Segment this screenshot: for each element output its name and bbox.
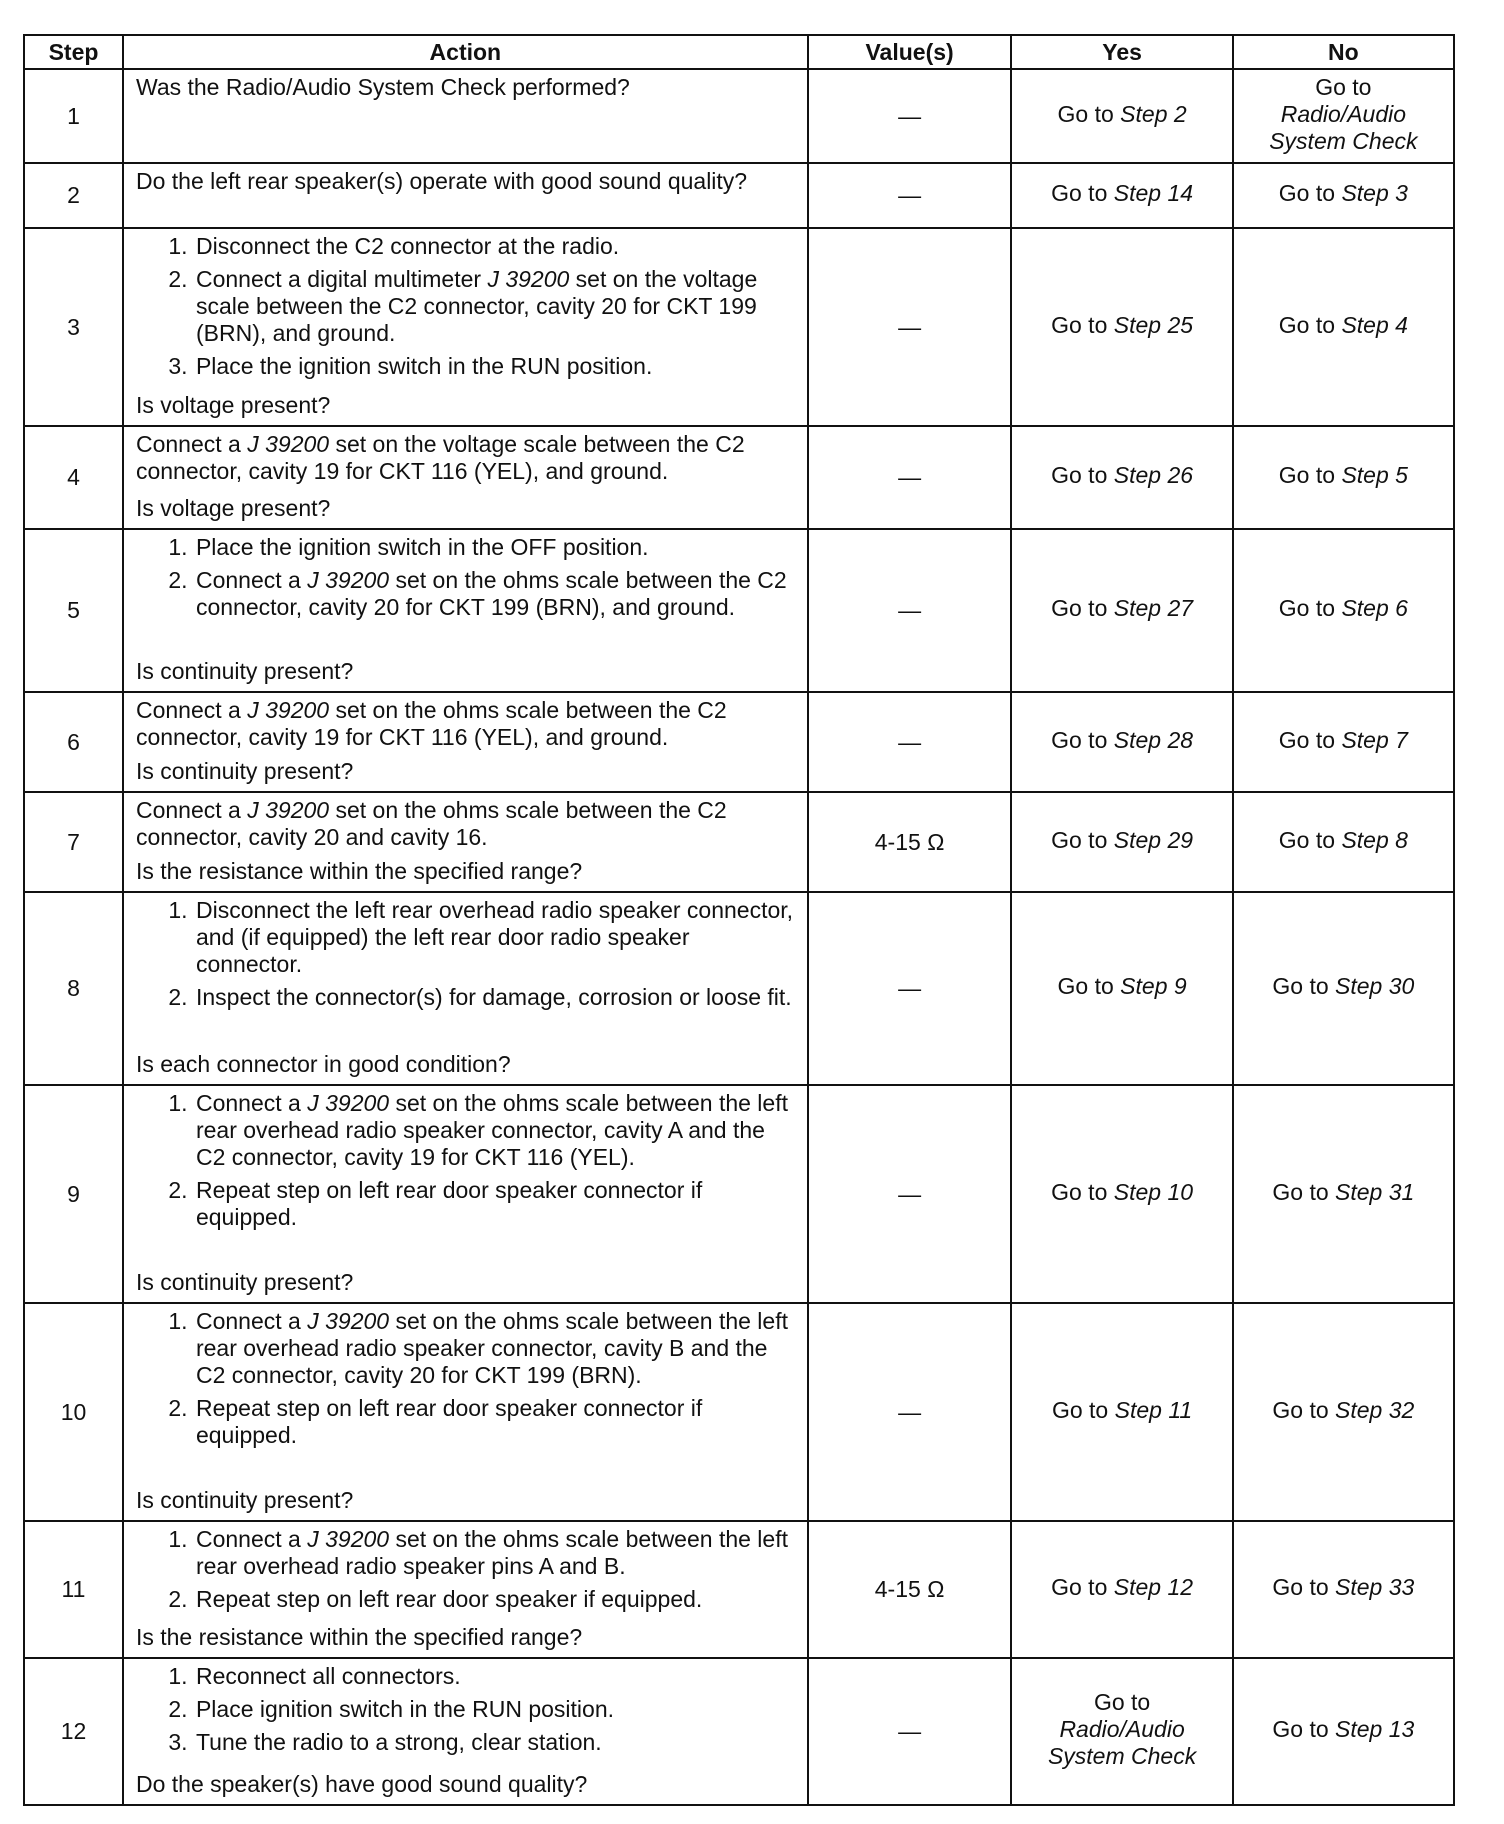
action-question: Do the speaker(s) have good sound quality? (135, 1771, 588, 1797)
yes-result-cell (1011, 228, 1232, 426)
goto-target: Radio/Audio (1280, 100, 1407, 127)
action-paragraph-text: set on the ohms scale between the C2 connector, cavity 19 for CKT 116 (YEL), and ground. (135, 697, 727, 750)
goto-prefix: Go to (1278, 311, 1342, 338)
action-content (136, 697, 797, 785)
value-cell: — (808, 69, 1012, 163)
step-number: 1 (24, 69, 123, 163)
goto-prefix: Go to (1278, 462, 1342, 488)
action-paragraph (136, 431, 797, 485)
action-step-text: Connect a digital multimeter (195, 266, 488, 292)
goto-yes-link[interactable] (1052, 1397, 1192, 1423)
goto-prefix: Go to (1278, 180, 1342, 206)
goto-prefix: Go to (1051, 826, 1114, 853)
action-step-item (194, 567, 797, 621)
yes-result-cell (1011, 69, 1232, 163)
action-question: Is continuity present? (135, 1269, 354, 1295)
table-row (24, 692, 1454, 792)
action-step-item (194, 897, 797, 978)
table-row (24, 228, 1454, 426)
goto-prefix: Go to (1272, 1396, 1336, 1423)
action-question: Is voltage present? (135, 495, 331, 521)
action-steps-list (136, 897, 797, 1011)
action-steps-list (136, 1526, 797, 1613)
no-result-cell (1233, 1085, 1454, 1303)
yes-result-cell (1011, 1085, 1232, 1303)
action-question: Is the resistance within the specified range? (135, 1624, 583, 1650)
table-row (24, 69, 1454, 163)
action-content (136, 1663, 797, 1798)
action-step-text: set on the ohms scale between the left rear overhead radio speaker connector, cavity A and the C2 connector, cavity 19 for CKT 116 (YEL). (195, 1090, 788, 1170)
action-instructions (136, 697, 797, 751)
action-step-text: Tune the radio to a strong, clear station. (195, 1729, 602, 1755)
goto-yes-link[interactable] (1051, 312, 1193, 338)
step-number: 3 (24, 228, 123, 426)
action-content (136, 897, 797, 1078)
value-cell: — (808, 692, 1012, 792)
goto-target: Step 31 (1335, 1178, 1415, 1205)
action-steps-list (136, 1308, 797, 1449)
action-cell (123, 792, 808, 892)
action-cell (123, 529, 808, 692)
goto-prefix: Go to (1057, 100, 1121, 127)
action-step-item (194, 1090, 797, 1171)
action-paragraph-text: Do the left rear speaker(s) operate with good sound quality? (135, 168, 748, 194)
action-question: Is each connector in good condition? (135, 1051, 511, 1077)
goto-target: Radio/Audio (1059, 1716, 1185, 1742)
goto-target: Step 12 (1113, 1574, 1194, 1600)
action-cell (123, 163, 808, 228)
step-number: 12 (24, 1658, 123, 1805)
table-row (24, 529, 1454, 692)
action-steps-list (136, 233, 797, 380)
action-content (136, 1308, 797, 1514)
action-question: Is continuity present? (135, 658, 354, 684)
action-cell (123, 228, 808, 426)
action-cell (123, 1521, 808, 1658)
action-step-text: Repeat step on left rear door speaker if equipped. (195, 1586, 703, 1612)
goto-no-link[interactable] (1272, 1574, 1414, 1600)
goto-prefix: Go to (1272, 973, 1336, 999)
header-value: Value(s) (808, 35, 1012, 69)
value-cell: — (808, 228, 1012, 426)
action-step-text: Reconnect all connectors. (195, 1663, 461, 1689)
goto-yes-link[interactable] (1051, 1574, 1193, 1600)
action-question: Is voltage present? (135, 392, 331, 418)
yes-result-cell (1011, 1521, 1232, 1658)
action-step-text: Repeat step on left rear door speaker connector if equipped. (195, 1177, 703, 1230)
header-no: No (1233, 35, 1454, 69)
action-instructions (136, 534, 797, 627)
action-step-item (194, 534, 797, 561)
action-step-text: set on the ohms scale between the left rear overhead radio speaker pins A and B. (195, 1526, 788, 1579)
goto-yes-link[interactable] (1051, 827, 1193, 853)
action-step-text: Place the ignition switch in the OFF position. (195, 534, 649, 560)
yes-result-cell (1011, 426, 1232, 529)
value-cell: — (808, 1658, 1012, 1805)
action-cell (123, 1658, 808, 1805)
diagnostic-table (23, 34, 1455, 1806)
tool-reference: J 39200 (307, 1526, 390, 1552)
goto-no-link[interactable] (1279, 827, 1408, 853)
goto-target: System Check (1047, 1743, 1197, 1769)
action-step-item (194, 984, 797, 1011)
action-instructions (136, 797, 797, 851)
goto-no-link[interactable] (1279, 312, 1408, 338)
no-result-cell (1233, 228, 1454, 426)
value-cell: 4-15 Ω (808, 792, 1012, 892)
yes-result-cell (1011, 1303, 1232, 1521)
goto-prefix: Go to (1315, 73, 1372, 100)
no-result-cell (1233, 692, 1454, 792)
action-step-text: Inspect the connector(s) for damage, corrosion or loose fit. (195, 984, 792, 1010)
goto-target: Step 4 (1341, 311, 1408, 338)
yes-result-cell (1011, 792, 1232, 892)
goto-target: Step 6 (1341, 595, 1408, 621)
header-step: Step (24, 35, 123, 69)
tool-reference: J 39200 (307, 567, 390, 593)
table-row (24, 1303, 1454, 1521)
goto-target: Step 26 (1113, 462, 1194, 488)
action-content (136, 431, 797, 522)
goto-no-link[interactable] (1279, 180, 1408, 206)
goto-prefix: Go to (1051, 1178, 1114, 1205)
action-question: Is continuity present? (135, 1487, 354, 1513)
no-result-cell (1233, 1303, 1454, 1521)
step-number: 4 (24, 426, 123, 529)
action-step-text: set on the ohms scale between the left rear overhead radio speaker connector, cavity B and the C2 connector, cavity 20 for CKT 199 (BRN). (195, 1308, 788, 1388)
value-cell: — (808, 892, 1012, 1085)
tool-reference: J 39200 (247, 797, 330, 823)
action-step-text: Repeat step on left rear door speaker connector if equipped. (195, 1395, 703, 1448)
action-step-text: Connect a (195, 1308, 308, 1334)
tool-reference: J 39200 (487, 266, 570, 292)
action-step-item (194, 1663, 797, 1690)
action-step-text: Disconnect the left rear overhead radio speaker connector, and (if equipped) the left rear door radio speaker connector. (195, 897, 794, 977)
no-result-cell (1233, 1521, 1454, 1658)
no-result-cell (1233, 892, 1454, 1085)
header-yes: Yes (1011, 35, 1232, 69)
goto-prefix: Go to (1272, 1178, 1336, 1205)
action-step-text: Place ignition switch in the RUN position. (195, 1696, 615, 1722)
action-step-item (194, 233, 797, 260)
goto-yes-link[interactable] (1051, 1179, 1193, 1205)
action-content (136, 1090, 797, 1296)
action-paragraph-text: Was the Radio/Audio System Check performed? (135, 74, 630, 100)
step-number: 9 (24, 1085, 123, 1303)
action-instructions (136, 1526, 797, 1619)
goto-prefix: Go to (1278, 726, 1342, 753)
no-result-cell (1233, 792, 1454, 892)
table-row (24, 163, 1454, 228)
action-instructions (136, 1308, 797, 1455)
action-instructions (136, 1663, 797, 1762)
goto-no-link[interactable] (1272, 1179, 1414, 1205)
header-action: Action (123, 35, 808, 69)
goto-prefix: Go to (1051, 1396, 1115, 1423)
goto-prefix: Go to (1272, 1716, 1336, 1742)
no-result-cell (1233, 163, 1454, 228)
value-cell: — (808, 529, 1012, 692)
value-cell: — (808, 163, 1012, 228)
action-steps-list (136, 1090, 797, 1231)
step-number: 11 (24, 1521, 123, 1658)
goto-prefix: Go to (1051, 462, 1114, 488)
action-step-item (194, 1395, 797, 1449)
goto-prefix: Go to (1278, 826, 1342, 853)
yes-result-cell (1011, 892, 1232, 1085)
table-row (24, 892, 1454, 1085)
table-header-row (24, 35, 1454, 69)
action-step-item (194, 1177, 797, 1231)
action-paragraph (136, 697, 797, 751)
action-step-item (194, 1586, 797, 1613)
goto-prefix: Go to (1272, 1574, 1336, 1600)
action-cell (123, 1303, 808, 1521)
goto-target: Step 2 (1120, 100, 1187, 127)
action-step-text: Disconnect the C2 connector at the radio. (195, 233, 620, 259)
action-paragraph-text: Connect a (135, 797, 248, 823)
action-cell (123, 69, 808, 163)
goto-yes-link[interactable] (1058, 973, 1187, 999)
goto-target: Step 29 (1113, 826, 1194, 853)
goto-prefix: Go to (1051, 311, 1114, 338)
goto-prefix: Go to (1093, 1689, 1151, 1715)
table-row (24, 426, 1454, 529)
goto-target: Step 8 (1341, 826, 1408, 853)
goto-yes-link[interactable] (1051, 727, 1193, 753)
goto-no-link[interactable] (1272, 1397, 1414, 1423)
action-step-text: Connect a (195, 1526, 308, 1552)
action-paragraph (136, 168, 797, 195)
action-step-text: Connect a (195, 1090, 308, 1116)
action-instructions (136, 431, 797, 485)
action-steps-list (136, 534, 797, 621)
yes-result-cell (1011, 692, 1232, 792)
table-row (24, 792, 1454, 892)
goto-target: Step 5 (1341, 462, 1408, 488)
action-paragraph-text: Connect a (135, 431, 248, 457)
table-row (24, 1085, 1454, 1303)
action-step-text: set on the voltage scale between the C2 connector, cavity 20 for CKT 199 (BRN), and ground. (195, 266, 758, 346)
step-number: 10 (24, 1303, 123, 1521)
no-result-cell (1233, 1658, 1454, 1805)
action-instructions (136, 897, 797, 1017)
step-number: 5 (24, 529, 123, 692)
goto-yes-link[interactable] (1048, 1689, 1196, 1769)
goto-no-link[interactable] (1272, 1716, 1414, 1742)
goto-target: Step 14 (1113, 180, 1194, 206)
tool-reference: J 39200 (307, 1090, 390, 1116)
goto-prefix: Go to (1057, 973, 1121, 999)
action-paragraph-text: set on the ohms scale between the C2 connector, cavity 20 and cavity 16. (135, 797, 727, 850)
action-step-item (194, 1308, 797, 1389)
goto-prefix: Go to (1051, 1574, 1114, 1600)
no-result-cell (1233, 69, 1454, 163)
action-content (136, 534, 797, 685)
value-cell: 4-15 Ω (808, 1521, 1012, 1658)
goto-target: Step 33 (1335, 1574, 1415, 1600)
goto-target: Step 10 (1113, 1178, 1194, 1205)
goto-yes-link[interactable] (1058, 101, 1187, 127)
goto-target: Step 7 (1341, 726, 1408, 753)
yes-result-cell (1011, 163, 1232, 228)
table-row (24, 1521, 1454, 1658)
step-number: 8 (24, 892, 123, 1085)
goto-target: System Check (1269, 127, 1418, 154)
action-paragraph (136, 74, 797, 101)
goto-prefix: Go to (1278, 595, 1342, 621)
goto-no-link[interactable] (1279, 462, 1408, 488)
goto-yes-link[interactable] (1051, 462, 1193, 488)
action-content (136, 168, 797, 221)
action-steps-list (136, 1663, 797, 1756)
action-content (136, 233, 797, 419)
tool-reference: J 39200 (247, 431, 330, 457)
action-step-text: Place the ignition switch in the RUN position. (195, 353, 653, 379)
action-cell (123, 1085, 808, 1303)
value-cell: — (808, 1303, 1012, 1521)
goto-no-link[interactable] (1269, 74, 1417, 154)
action-cell (123, 892, 808, 1085)
step-number: 2 (24, 163, 123, 228)
goto-target: Step 25 (1113, 311, 1194, 338)
action-cell (123, 692, 808, 792)
action-step-item (194, 1696, 797, 1723)
goto-no-link[interactable] (1279, 727, 1408, 753)
action-content (136, 797, 797, 885)
goto-prefix: Go to (1051, 180, 1114, 206)
goto-no-link[interactable] (1272, 973, 1414, 999)
action-step-item (194, 266, 797, 347)
yes-result-cell (1011, 1658, 1232, 1805)
goto-target: Step 32 (1335, 1396, 1415, 1423)
goto-target: Step 27 (1113, 595, 1194, 621)
action-paragraph (136, 797, 797, 851)
goto-prefix: Go to (1051, 595, 1114, 621)
action-instructions (136, 233, 797, 386)
action-step-item (194, 353, 797, 380)
no-result-cell (1233, 426, 1454, 529)
goto-target: Step 13 (1335, 1716, 1415, 1742)
goto-no-link[interactable] (1279, 595, 1408, 621)
action-step-item (194, 1526, 797, 1580)
action-paragraph-text: Connect a (135, 697, 248, 723)
action-step-text: Connect a (195, 567, 308, 593)
action-content (136, 1526, 797, 1651)
action-instructions (136, 74, 797, 101)
no-result-cell (1233, 529, 1454, 692)
step-number: 7 (24, 792, 123, 892)
action-question: Is the resistance within the specified range? (135, 858, 583, 884)
goto-prefix: Go to (1051, 726, 1114, 753)
goto-target: Step 30 (1335, 973, 1415, 999)
yes-result-cell (1011, 529, 1232, 692)
goto-yes-link[interactable] (1051, 595, 1193, 621)
action-question: Is continuity present? (135, 758, 354, 784)
step-number: 6 (24, 692, 123, 792)
goto-target: Step 9 (1120, 973, 1187, 999)
action-instructions (136, 1090, 797, 1237)
goto-yes-link[interactable] (1051, 180, 1193, 206)
action-instructions (136, 168, 797, 195)
goto-target: Step 28 (1113, 726, 1194, 753)
table-row (24, 1658, 1454, 1805)
value-cell: — (808, 426, 1012, 529)
tool-reference: J 39200 (247, 697, 330, 723)
value-cell: — (808, 1085, 1012, 1303)
action-step-item (194, 1729, 797, 1756)
goto-target: Step 11 (1114, 1396, 1193, 1423)
tool-reference: J 39200 (307, 1308, 390, 1334)
action-paragraph-text: set on the voltage scale between the C2 connector, cavity 19 for CKT 116 (YEL), and ground. (135, 431, 745, 484)
action-cell (123, 426, 808, 529)
action-content (136, 74, 797, 156)
goto-target: Step 3 (1341, 180, 1408, 206)
table-body (24, 69, 1454, 1805)
action-step-text: set on the ohms scale between the C2 connector, cavity 20 for CKT 199 (BRN), and ground. (195, 567, 787, 620)
